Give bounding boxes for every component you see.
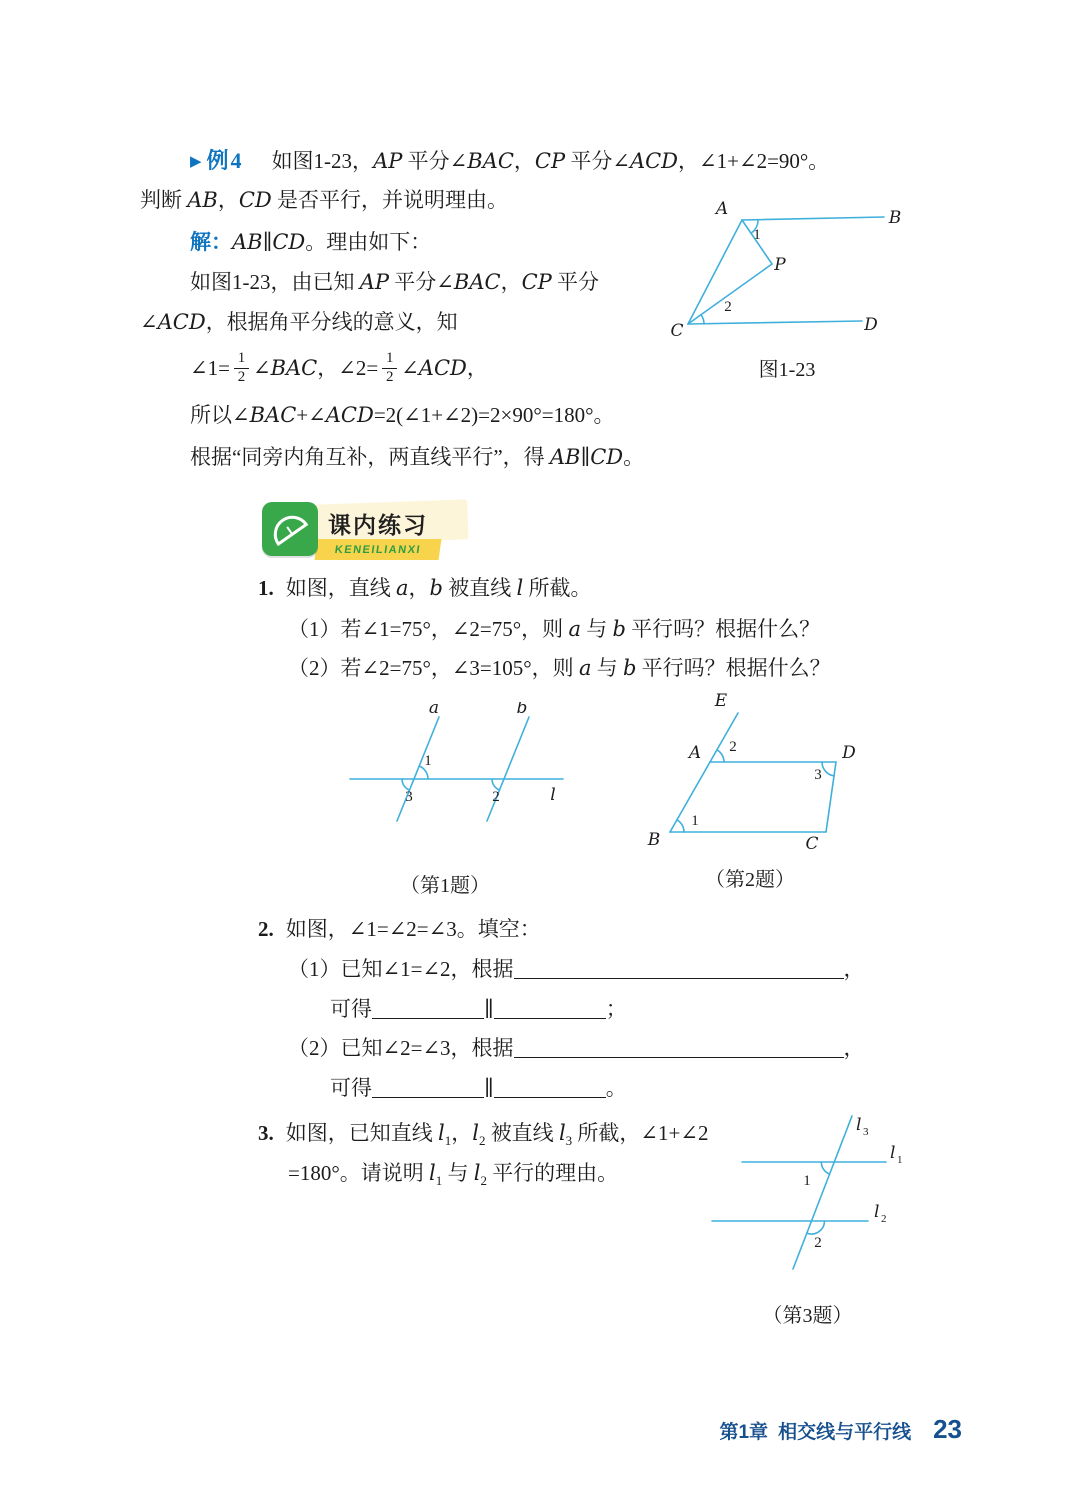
parallel-symbol-1: ∥ <box>484 997 494 1021</box>
fill-blank-line-2a <box>372 1077 484 1098</box>
example-line-4: 如图1-23，由已知 AP 平分∠BAC，CP 平分 <box>190 270 600 294</box>
segment-CD <box>688 321 862 324</box>
figure-problem-3-caption: （第3题） <box>762 1305 853 1327</box>
line-l3 <box>793 1116 852 1269</box>
line-l2-subscript: 2 <box>881 1213 887 1225</box>
angle-1-label: 1 <box>753 227 761 243</box>
punct-comma-2: ， <box>843 1036 865 1060</box>
point-label-P: P <box>774 255 786 275</box>
fill-blank-line-1a <box>372 998 484 1019</box>
solution-line <box>190 228 431 256</box>
fill-blank-reason-1 <box>514 958 844 979</box>
fraction-line-seg1: ∠1= <box>190 355 230 380</box>
segment-AB <box>742 217 884 220</box>
fraction-line-seg2: ∠BAC，∠2= <box>252 355 379 380</box>
problem-2-item-1-text: （1）已知∠1=∠2，根据 <box>288 957 514 981</box>
problem-2-item-2 <box>288 1034 865 1062</box>
practice-pinyin: KENEILIANXI <box>334 543 422 556</box>
angle-1-label: 1 <box>691 813 699 829</box>
figure-problem-2-caption: （第2题） <box>705 869 795 891</box>
point-label-B: B <box>647 830 661 850</box>
line-l3-subscript: 3 <box>863 1126 869 1138</box>
problem-2-line <box>258 915 541 943</box>
segment-AC <box>688 220 742 324</box>
line-b-label: b <box>516 702 528 718</box>
problem-2-text: 如图，∠1=∠2=∠3。填空： <box>285 917 541 941</box>
point-label-A: A <box>688 743 702 763</box>
line-b <box>487 717 529 821</box>
point-label-B: B <box>888 208 902 228</box>
fraction-line <box>190 345 488 391</box>
angle-2-label: 2 <box>729 739 737 755</box>
problem-2-cont-2 <box>330 1074 627 1102</box>
fraction-2-numerator: 1 <box>385 350 394 367</box>
fraction-2 <box>382 350 397 386</box>
angle-1-label: 1 <box>424 753 432 769</box>
point-label-E: E <box>714 692 728 711</box>
example-line-1: 如图1-23，AP 平分∠BAC，CP 平分∠ACD，∠1+∠2=90°。 <box>271 149 830 173</box>
line-l1-label: l <box>890 1143 896 1163</box>
protractor-baseline <box>283 528 301 541</box>
figure-problem-1-canvas <box>345 702 575 832</box>
line-l3-label: l <box>856 1115 862 1135</box>
angle-3-label: 3 <box>814 767 822 783</box>
problem-1-number: 1. <box>258 576 274 600</box>
practice-badge-strip <box>315 539 442 560</box>
footer-chapter: 第1章 <box>719 1422 769 1443</box>
solution-text: AB∥CD。理由如下： <box>232 230 432 254</box>
problem-2-item-2-text: （2）已知∠2=∠3，根据 <box>288 1036 514 1060</box>
angle-2-arc <box>701 315 704 324</box>
solution-label: 解： <box>190 230 232 254</box>
practice-badge <box>262 502 472 568</box>
figure-problem-3 <box>700 1112 915 1328</box>
fraction-1-denominator: 2 <box>237 368 246 385</box>
practice-title: 课内练习 <box>328 512 428 538</box>
fraction-1-numerator: 1 <box>237 350 246 367</box>
punct-period: 。 <box>605 1076 627 1100</box>
protractor-icon <box>262 502 318 556</box>
fill-blank-line-1b <box>494 998 606 1019</box>
example-line-5: ∠ACD，根据角平分线的意义，知 <box>140 310 458 334</box>
angle-1-arc <box>821 1162 829 1174</box>
angle-2-label: 2 <box>492 789 500 805</box>
angle-2-label: 2 <box>814 1235 822 1251</box>
example-marker-icon: ▶ <box>190 154 202 170</box>
page-footer <box>719 1414 962 1445</box>
example-line-2: 判断 AB，CD 是否平行，并说明理由。 <box>140 188 509 212</box>
angle-2-label: 2 <box>724 299 732 315</box>
problem-3-line-1 <box>258 1119 708 1150</box>
line-l-label: l <box>550 785 556 805</box>
line-l1-subscript: 1 <box>897 1154 903 1166</box>
point-label-A: A <box>715 199 729 219</box>
problem-2-number: 2. <box>258 917 274 941</box>
example-heading-line <box>190 146 829 176</box>
point-label-C: C <box>805 834 819 854</box>
figure-problem-1-caption: （第1题） <box>400 875 490 897</box>
figure-problem-1 <box>345 702 575 898</box>
problem-3-line-2: =180°。请说明 $l_1$ 与 $l_2$ 平行的理由。 <box>288 1161 619 1188</box>
point-label-C: C <box>670 321 684 340</box>
problem-3-number: 3. <box>258 1121 274 1145</box>
problem-2-item-1 <box>288 955 865 983</box>
figure-problem-2-canvas <box>640 692 890 854</box>
problem-1-q1: （1）若∠1=75°，∠2=75°，则 a 与 b 平行吗？根据什么？ <box>288 617 821 641</box>
fill-blank-line-2b <box>494 1077 606 1098</box>
figure-1-23-caption: 图1-23 <box>758 359 816 381</box>
cont-prefix-2: 可得 <box>330 1076 372 1100</box>
footer-page-number: 23 <box>933 1414 962 1444</box>
problem-2-cont-1 <box>330 995 627 1023</box>
fill-blank-reason-2 <box>514 1037 844 1058</box>
problem-3-text-1: 如图，已知直线 $l_1$，$l_2$ 被直线 $l_3$ 所截，∠1+∠2 <box>285 1121 709 1148</box>
problem-1-text: 如图，直线 a，b 被直线 l 所截。 <box>285 576 592 600</box>
angle-2-arc <box>717 750 724 762</box>
angle-3-arc <box>822 762 834 776</box>
line-l2-label: l <box>874 1202 880 1222</box>
fraction-line-seg3: ∠ACD， <box>401 355 488 380</box>
figure-problem-3-canvas <box>700 1112 915 1292</box>
punct-semicolon: ； <box>605 997 627 1021</box>
point-label-D: D <box>842 743 856 763</box>
parallel-symbol-2: ∥ <box>484 1076 494 1100</box>
figure-problem-2 <box>640 692 890 892</box>
fraction-1 <box>234 350 249 386</box>
angle-1-label: 1 <box>803 1173 811 1189</box>
footer-title: 相交线与平行线 <box>778 1422 912 1443</box>
example-line-7: 所以∠BAC+∠ACD=2(∠1+∠2)=2×90°=180°。 <box>190 403 615 427</box>
line-a-label: a <box>428 702 440 718</box>
problem-1-q2: （2）若∠2=75°，∠3=105°，则 a 与 b 平行吗？根据什么？ <box>288 656 831 680</box>
point-label-D: D <box>864 315 878 335</box>
ray-BE <box>670 713 738 832</box>
example-label: 例4 <box>206 148 244 173</box>
figure-1-23-canvas <box>652 190 952 340</box>
protractor-tick <box>287 527 292 534</box>
cont-prefix-1: 可得 <box>330 997 372 1021</box>
practice-badge-tile <box>262 502 318 556</box>
angle-1-arc <box>677 820 684 832</box>
line-a <box>397 717 439 821</box>
example-line-8: 根据“同旁内角互补，两直线平行”，得 AB∥CD。 <box>190 445 645 469</box>
fraction-2-denominator: 2 <box>385 368 394 385</box>
angle-3-label: 3 <box>405 789 413 805</box>
punct-comma-1: ， <box>843 957 865 981</box>
problem-1-line <box>258 574 591 602</box>
figure-1-23 <box>652 190 952 382</box>
